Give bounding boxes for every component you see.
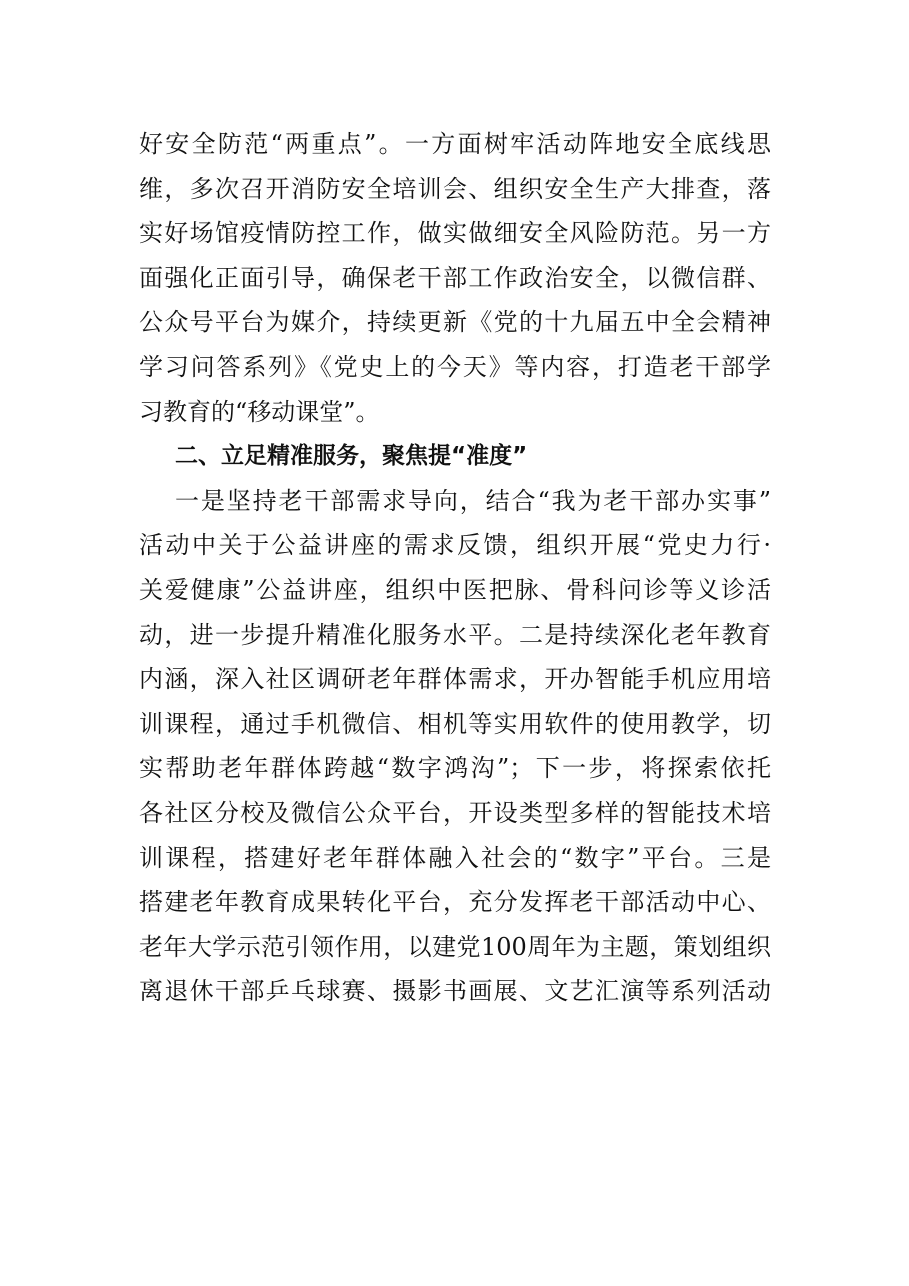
- paragraph-line: 内涵，深入社区调研老年群体需求，开办智能手机应用培: [139, 665, 771, 694]
- paragraph-line: 动，进一步提升精准化服务水平。二是持续深化老年教育: [139, 620, 771, 649]
- paragraph-line: 一是坚持老干部需求导向，结合“我为老干部办实事”: [175, 486, 771, 515]
- paragraph-line: 离退休干部乒乓球赛、摄影书画展、文艺汇演等系列活动: [139, 977, 771, 1006]
- paragraph-line: 习教育的“移动课堂”。: [139, 397, 380, 426]
- paragraph-line: 训课程，通过手机微信、相机等实用软件的使用教学，切: [139, 709, 771, 738]
- paragraph-line: 训课程，搭建好老年群体融入社会的“数字”平台。三是: [139, 843, 771, 872]
- paragraph-line: 公众号平台为媒介，持续更新《党的十九届五中全会精神: [139, 308, 771, 337]
- section-heading: 二、立足精准服务，聚焦提“准度”: [175, 443, 528, 470]
- paragraph-line: 面强化正面引导，确保老干部工作政治安全，以微信群、: [139, 263, 771, 292]
- paragraph-line: 各社区分校及微信公众平台，开设类型多样的智能技术培: [139, 798, 771, 827]
- paragraph-line: 实好场馆疫情防控工作，做实做细安全风险防范。另一方: [139, 219, 771, 248]
- paragraph-line: 活动中关于公益讲座的需求反馈，组织开展“党史力行·: [139, 531, 771, 560]
- paragraph-line: 学习问答系列》《党史上的今天》等内容，打造老干部学: [139, 352, 771, 381]
- paragraph-line: 搭建老年教育成果转化平台，充分发挥老干部活动中心、: [139, 888, 771, 917]
- paragraph-line: 实帮助老年群体跨越“数字鸿沟”；下一步，将探索依托: [139, 754, 771, 783]
- paragraph-line: 维，多次召开消防安全培训会、组织安全生产大排查，落: [139, 174, 771, 203]
- paragraph-line: 老年大学示范引领作用，以建党100周年为主题，策划组织: [139, 932, 771, 961]
- paragraph-line: 好安全防范“两重点”。一方面树牢活动阵地安全底线思: [139, 130, 771, 158]
- body-text: [139, 122, 771, 1014]
- paragraph-line: 关爱健康”公益讲座，组织中医把脉、骨科问诊等义诊活: [139, 575, 771, 604]
